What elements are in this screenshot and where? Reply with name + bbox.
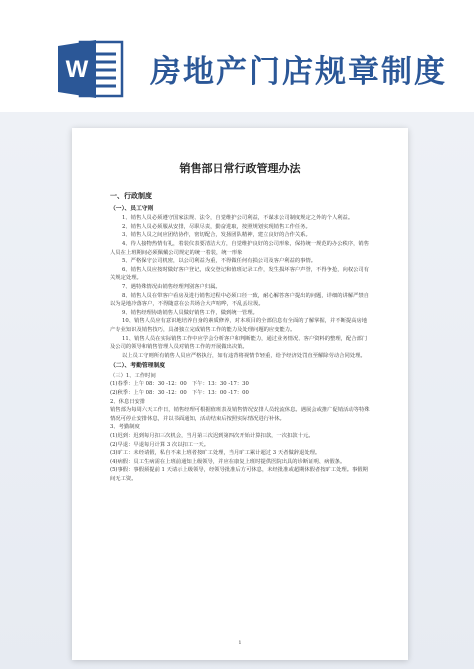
attendance-line: (1)迟到：迟到每月扣三次机会，当月第三次迟到第四次开始计算扣款，一次扣款十元。: [110, 433, 314, 440]
word-icon-letter: W: [65, 56, 89, 83]
rules-footer: 以上员工守则所有销售人员应严格执行，如有违背将视情节轻重，给予经济处罚直至解除劳动合同处理。: [122, 352, 366, 359]
rule-paragraph: 11、销售人员在实际销售工作中应学会分析客户和判断能力，通过业务情况、客户资料的整理，配合部门及公司的领导和销售管理人员对销售工作的开展做出决策。: [110, 335, 368, 351]
subsection-heading: （二）、考勤管理制度: [110, 363, 166, 370]
attendance-line: (1)春季：上午 08：30 -12：00 下午：13：30 -17：30: [110, 381, 249, 388]
rule-paragraph: 4、待人接物热情有礼，着装仪表要清洁大方，自觉维护良好的公司形象，保持统一规范的办公秩序，销售人员在上班期间必须佩戴公司规定的统一着装，统一形象: [110, 240, 370, 256]
document-page: [72, 128, 408, 660]
word-document-icon: [58, 38, 124, 100]
attendance-line: (4)病假：员工生病需在上班前通知上级领导，并应在康复上班时提供医院出具的诊断证明、病假条。: [110, 458, 346, 465]
attendance-line: （三）1、工作时间: [110, 372, 156, 379]
attendance-line: (2)秋季：上午 08：30 -12：00 下午：13：00 -17：00: [110, 390, 249, 397]
attendance-line: 2、休息日安排: [110, 398, 146, 405]
document-title: 销售部日常行政管理办法: [179, 162, 301, 175]
rule-paragraph: 3、销售人员之间应团结协作，密切配合，发扬团队精神，建立良好的合作关系。: [122, 232, 311, 239]
rule-paragraph: 7、遇特殊情况由销售经理判别客户归属。: [122, 283, 221, 290]
page-number: 1: [238, 640, 242, 646]
rule-paragraph: 2、销售人员必须服从安排，尽职尽责，勤奋进取，按照规划实现销售工作任务。: [122, 223, 311, 230]
attendance-line: 3、考勤制度: [110, 424, 140, 431]
document-body: [110, 190, 372, 484]
rule-paragraph: 6、销售人员应按时做好客户登记，成交登记和值班记录工作，发生损坏客户声誉，不得争抢，向权公司有关规定处理。: [110, 266, 370, 282]
attendance-line: (5)事假：事假须提前 1 天请示上级领导，经领导批准后方可休息，未经批准或超期休假者按旷工处理。事假期间无工资。: [110, 467, 368, 482]
rule-paragraph: 5、严格保守公司机密，以公司利益为重，不得做任何有损公司及客户利益的事情。: [122, 258, 317, 265]
subsection-heading: （一）、员工守则: [110, 205, 154, 212]
section-heading: 一、行政制度: [110, 191, 152, 200]
attendance-line: 销售部为每周六天工作日，销售经理可根据值班表及销售情况安排人员轮流休息。遇展会或推广促销活动等特殊情况可停止安排休息，并以书面通知，活动结束后按照实际情况进行补休。: [110, 407, 370, 422]
rule-paragraph: 10、销售人员应有意识地培养自身的素质修养，对本项目的全部信息有全面的了解掌握，并不断提高房地产专业知识及销售技巧，具备独立完成销售工作的能力及处理问题的应变能力。: [110, 318, 368, 333]
rule-paragraph: 9、销售经理协助销售人员做好销售工作，做到统一管理。: [122, 309, 258, 316]
attendance-line: (2)早退：早退每月计算 3 次以扣工一天。: [110, 441, 209, 448]
attendance-line: (3)旷工：未经请假，私自不来上班者按旷工处理，当月旷工累计超过 3 天者做辞退处理。: [110, 450, 321, 457]
banner: [0, 0, 474, 112]
banner-title: 房地产门店规章制度: [150, 54, 447, 90]
rule-paragraph: 1、销售人员必须遵守国家法规、法令，自觉维护公司利益，不谋求公司制度规定之外的个人利益。: [122, 215, 354, 222]
rule-paragraph: 8、销售人员在带客户看房及进行销售过程中必须口径一致，耐心解答客户提出的问题，详细的讲解严禁自以为是地冷落客户，不得随意在公共场合大声喧哗，不乱丢垃圾。: [110, 292, 370, 308]
